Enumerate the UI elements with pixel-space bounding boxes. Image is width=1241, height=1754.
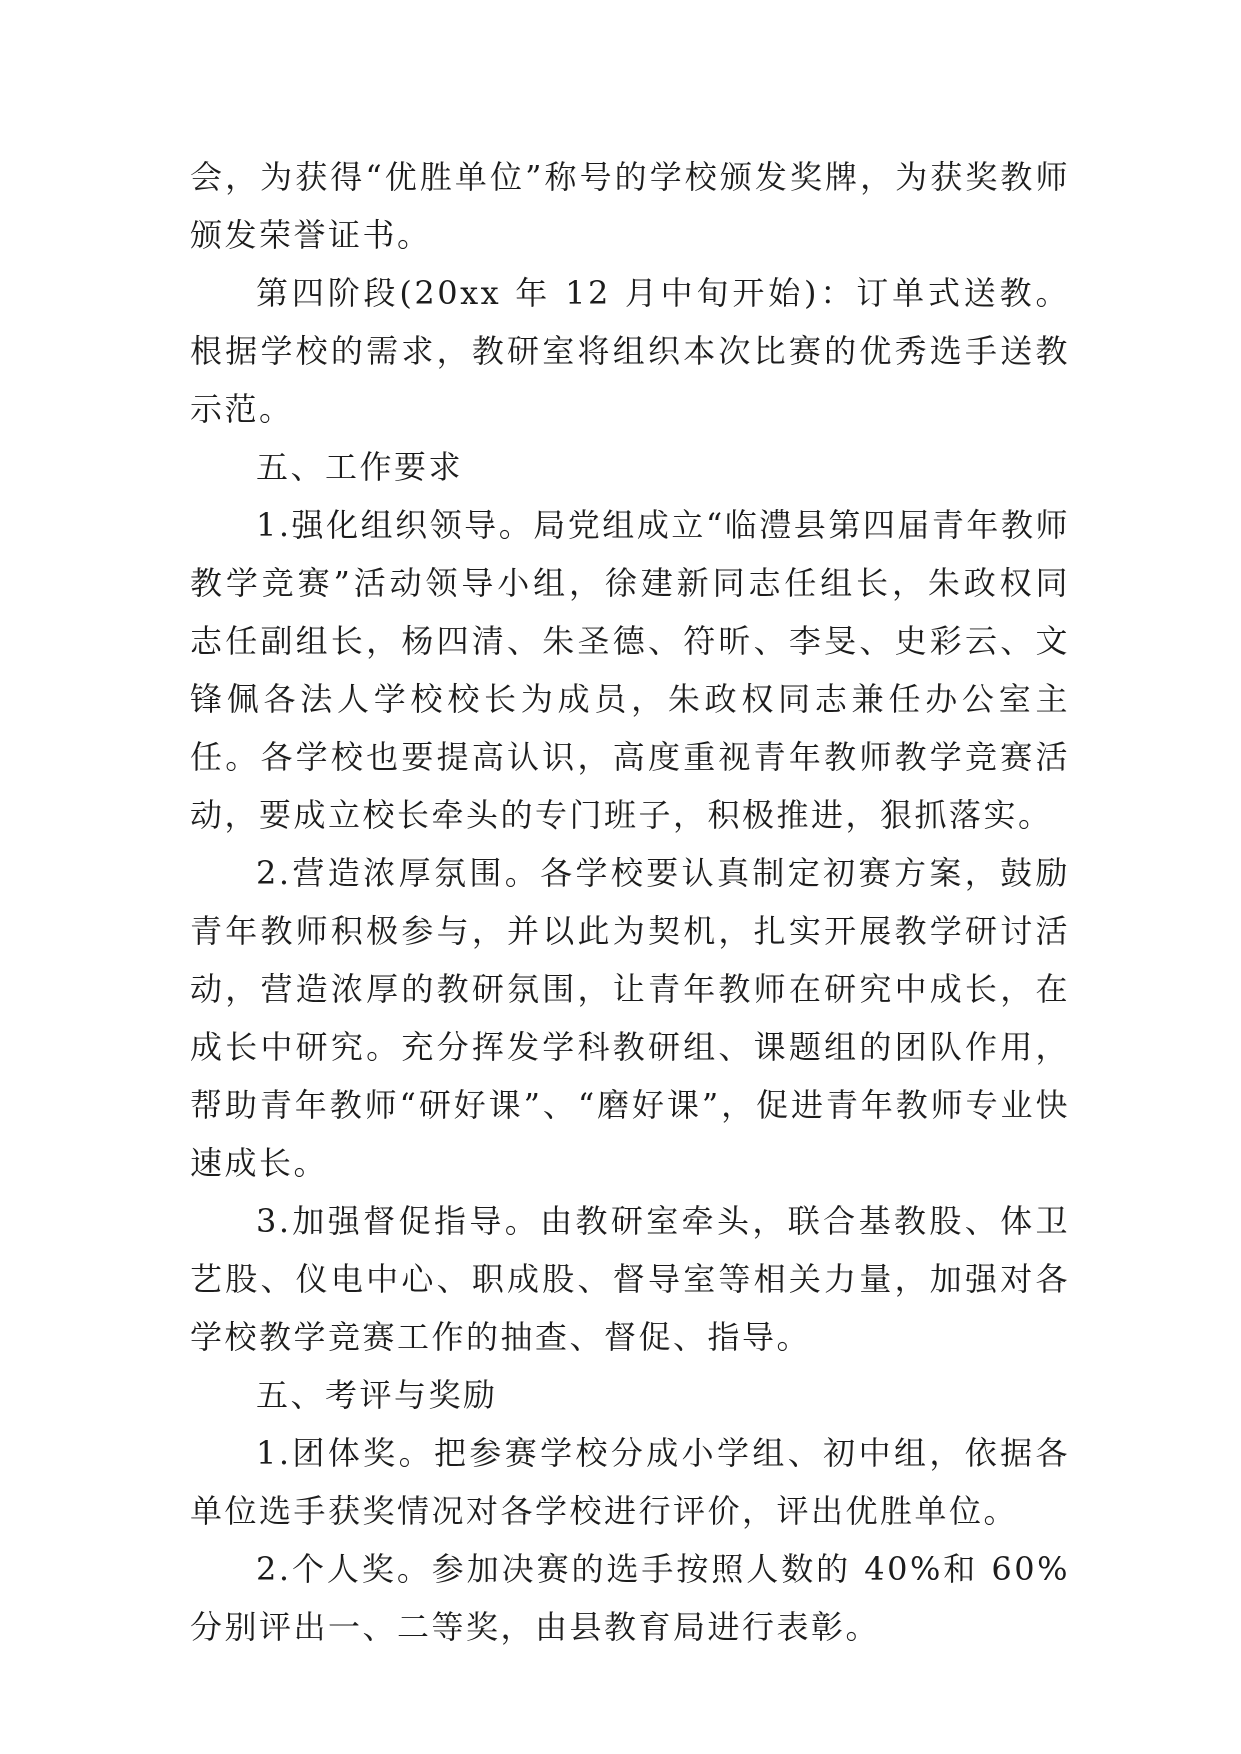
section-heading-evaluation-rewards: 五、考评与奖励 <box>256 1376 498 1414</box>
section-heading-work-requirements: 五、工作要求 <box>256 448 464 486</box>
document-body <box>190 148 1070 1656</box>
paragraph-requirement-1: 1.强化组织领导。局党组成立“临澧县第四届青年教师教学竞赛”活动领导小组，徐建新同志任组长，朱政权同志任副组长，杨四清、朱圣德、符昕、李旻、史彩云、文锋佩各法人学校校长为成员，朱政权同志兼任办公室主任。各学校也要提高认识，高度重视青年教师教学竞赛活动，要成立校长牵头的专门班子，积极推进，狠抓落实。 <box>190 506 1070 834</box>
paragraph-individual-award: 2.个人奖。参加决赛的选手按照人数的 40%和 60%分别评出一、二等奖，由县教育局进行表彰。 <box>190 1550 1070 1646</box>
paragraph-requirement-2: 2.营造浓厚氛围。各学校要认真制定初赛方案，鼓励青年教师积极参与，并以此为契机，扎实开展教学研讨活动，营造浓厚的教研氛围，让青年教师在研究中成长，在成长中研究。充分挥发学科教研组、课题组的团队作用，帮助青年教师“研好课”、“磨好课”，促进青年教师专业快速成长。 <box>190 854 1070 1182</box>
paragraph-requirement-3: 3.加强督促指导。由教研室牵头，联合基教股、体卫艺股、仪电中心、职成股、督导室等相关力量，加强对各学校教学竞赛工作的抽查、督促、指导。 <box>190 1202 1070 1356</box>
paragraph-team-award: 1.团体奖。把参赛学校分成小学组、初中组，依据各单位选手获奖情况对各学校进行评价，评出优胜单位。 <box>190 1434 1070 1530</box>
paragraph-award-ceremony: 会，为获得“优胜单位”称号的学校颁发奖牌，为获奖教师颁发荣誉证书。 <box>190 158 1070 254</box>
paragraph-stage-four: 第四阶段(20xx 年 12 月中旬开始)：订单式送教。根据学校的需求，教研室将组织本次比赛的优秀选手送教示范。 <box>190 274 1070 428</box>
